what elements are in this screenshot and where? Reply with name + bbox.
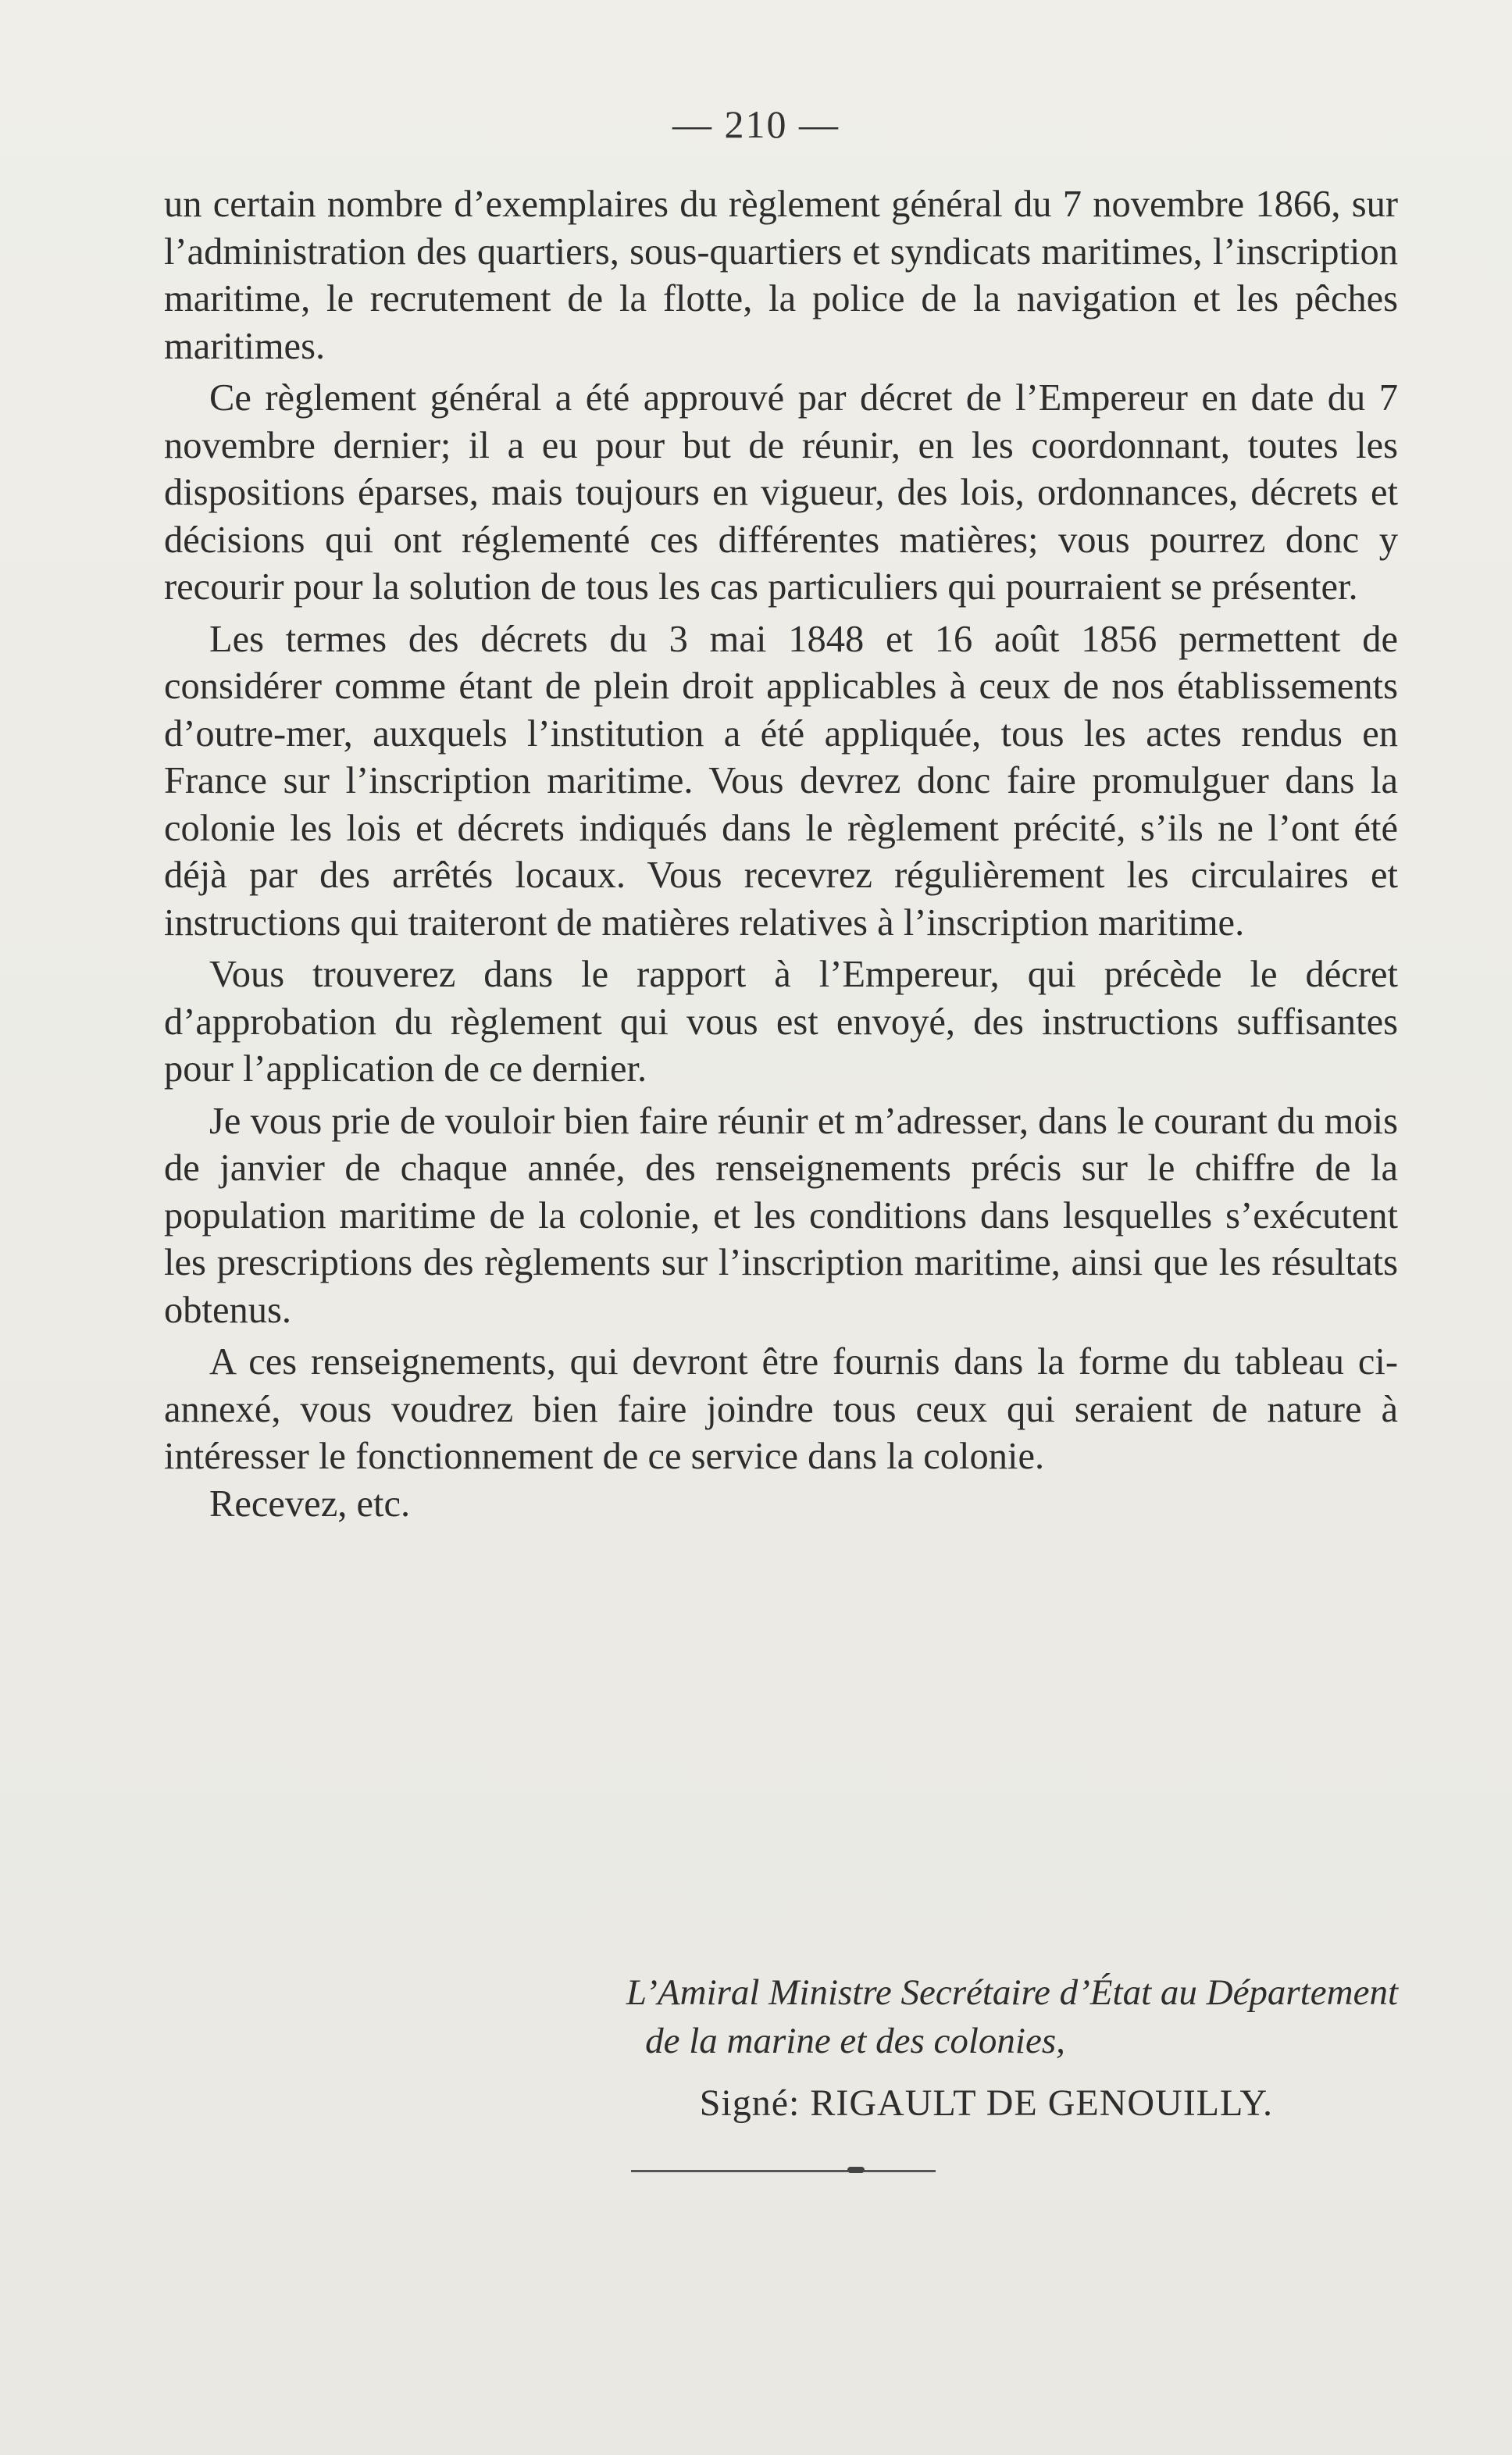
signatory-title-line-1: L’Amiral Ministre Secrétaire d’État au Département <box>626 1972 1398 2013</box>
body-text <box>164 181 1398 1528</box>
closing-formula: Recevez, etc. <box>209 1483 411 1525</box>
signature-block <box>164 1968 1398 2128</box>
paragraph-6: A ces renseignements, qui devront être fournis dans la forme du tableau ci-annexé, vous voudrez bien faire joindre tous ceux qui seraient de nature à intéresser le fonctionnement de ce service dans la colonie. <box>164 1341 1398 1477</box>
paragraph-1: un certain nombre d’exemplaires du règlement général du 7 novembre 1866, sur l’administration des quartiers, sous-quartiers et syndicats maritimes, l’inscription maritime, le recrutement de la flotte, la police de la navigation et les pêches maritimes. <box>164 184 1398 367</box>
signatory-name: Signé: RIGAULT DE GENOUILLY. <box>699 2082 1273 2124</box>
page-number: — 210 — <box>672 102 840 146</box>
paragraph-2: Ce règlement général a été approuvé par décret de l’Empereur en date du 7 novembre dernier; il a eu pour but de réunir, en les coordonnant, toutes les dispositions éparses, mais toujours en vigueur, des lois, ordonnances, décrets et décisions qui ont réglementé ces différentes matières; vous pourrez donc y recourir pour la solution de tous les cas particuliers qui pourraient se présenter. <box>164 377 1398 608</box>
paragraph-4: Vous trouverez dans le rapport à l’Empereur, qui précède le décret d’approbation du règlement qui vous est envoyé, des instructions suffisantes pour l’application de ce dernier. <box>164 954 1398 1090</box>
closing-rule <box>631 2170 936 2172</box>
closing-rule-ornament <box>847 2167 865 2173</box>
paragraph-3: Les termes des décrets du 3 mai 1848 et 16 août 1856 permettent de considérer comme étant de plein droit applicables à ceux de nos établissements d’outre-mer, auxquels l’institution a été appliquée, tous les actes rendus en France sur l’inscription maritime. Vous devrez donc faire promulguer dans la colonie les lois et décrets indiqués dans le règlement précité, s’ils ne l’ont été déjà par des arrêtés locaux. Vous recevrez régulièrement les circulaires et instructions qui traiteront de matières relatives à l’inscription maritime. <box>164 618 1398 944</box>
signatory-title-line-2: de la marine et des colonies, <box>645 2021 1065 2061</box>
paragraph-5: Je vous prie de vouloir bien faire réunir et m’adresser, dans le courant du mois de janvier de chaque année, des renseignements précis sur le chiffre de la population maritime de la colonie, et les conditions dans lesquelles s’exécutent les prescriptions des règlements sur l’inscription maritime, ainsi que les résultats obtenus. <box>164 1100 1398 1331</box>
signatory-title <box>164 1968 1398 2065</box>
